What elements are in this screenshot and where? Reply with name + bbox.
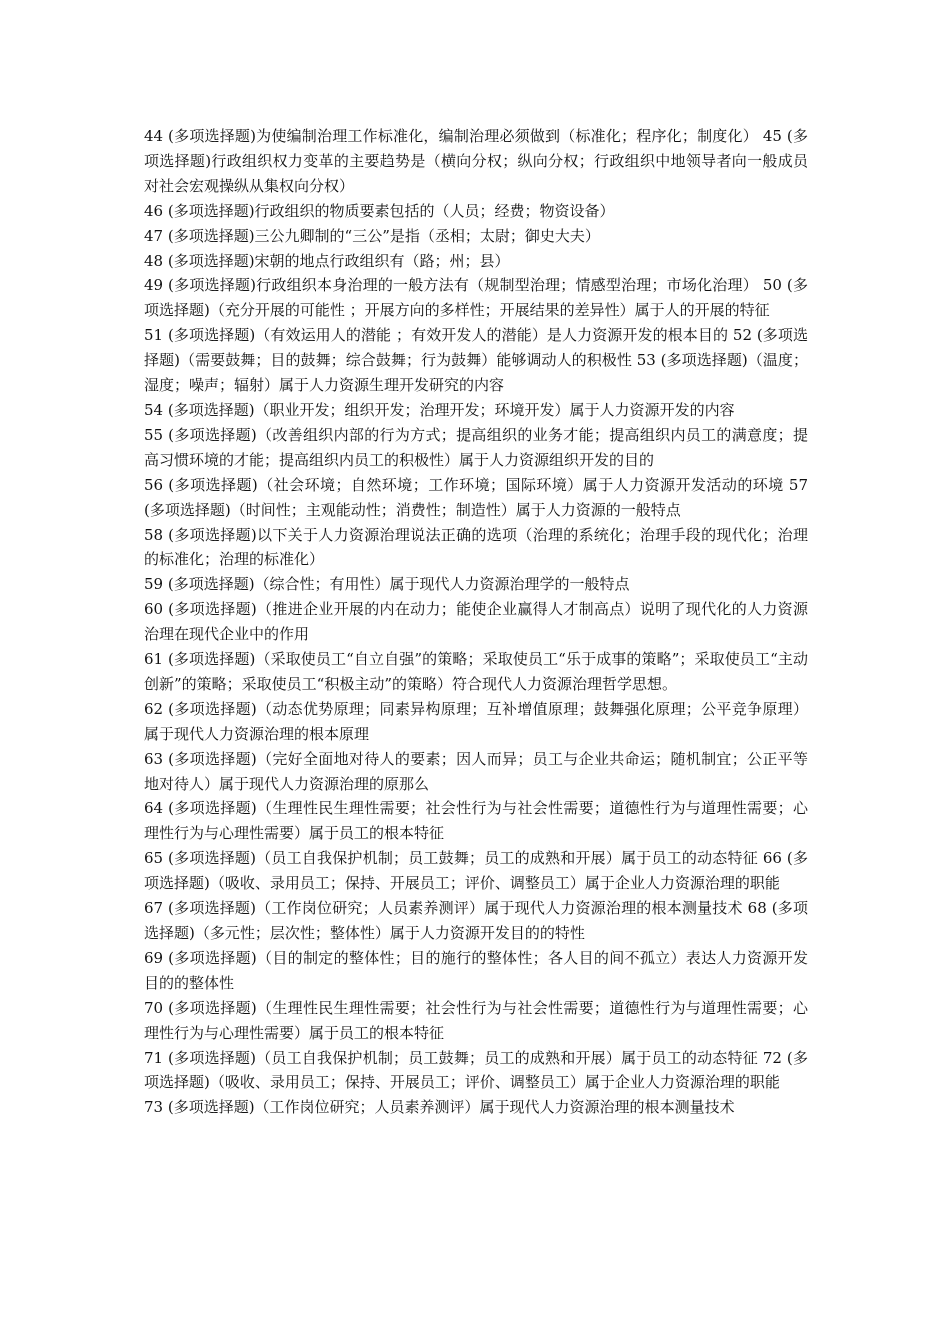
paragraph-q73: 73 (多项选择题)（工作岗位研究；人员素养测评）属于现代人力资源治理的根本测量技术	[144, 1098, 735, 1117]
paragraph-q60: 60 (多项选择题)（推进企业开展的内在动力；能使企业赢得人才制高点）说明了现代化的人力资源治理在现代企业中的作用	[144, 600, 808, 644]
paragraph-q49-50: 49 (多项选择题)行政组织本身治理的一般方法有（规制型治理；情感型治理；市场化治理） 50 (多项选择题)（充分开展的可能性 ；开展方向的多样性；开展结果的差异性）属于人的开展的特征	[144, 276, 808, 320]
paragraph-q67-68: 67 (多项选择题)（工作岗位研究；人员素养测评）属于现代人力资源治理的根本测量技术 68 (多项选择题)（多元性；层次性；整体性）属于人力资源开发目的的特性	[144, 899, 808, 942]
paragraph-q62: 62 (多项选择题)（动态优势原理；同素异构原理；互补增值原理；鼓舞强化原理；公平竞争原理）属于现代人力资源治理的根本原理	[144, 699, 808, 743]
paragraph-q70: 70 (多项选择题)（生理性民生理性需要；社会性行为与社会性需要；道德性行为与道理性需要；心理性行为与心理性需要）属于员工的根本特征	[144, 998, 808, 1042]
paragraph-q48: 48 (多项选择题)宋朝的地点行政组织有（路；州；县）	[144, 251, 510, 270]
paragraph-q59: 59 (多项选择题)（综合性；有用性）属于现代人力资源治理学的一般特点	[144, 575, 630, 594]
paragraph-q46: 46 (多项选择题)行政组织的物质要素包括的（人员；经费；物资设备）	[144, 201, 615, 220]
paragraph-q61: 61 (多项选择题)（采取使员工“自立自强”的策略；采取使员工“乐于成事的策略”；采取使员工“主动创新”的策略；采取使员工“积极主动”的策略）符合现代人力资源治理哲学思想。	[144, 650, 808, 693]
paragraph-q47: 47 (多项选择题)三公九卿制的“三公”是指（丞相；太尉；御史大夫）	[144, 226, 600, 245]
paragraph-q64: 64 (多项选择题)（生理性民生理性需要；社会性行为与社会性需要；道德性行为与道理性需要；心理性行为与心理性需要）属于员工的根本特征	[144, 799, 808, 843]
paragraph-q65-66: 65 (多项选择题)（员工自我保护机制；员工鼓舞；员工的成熟和开展）属于员工的动态特征 66 (多项选择题)（吸收、录用员工；保持、开展员工；评价、调整员工）属于企业人力资源治理的职能	[144, 849, 808, 893]
paragraph-q44-45: 44 (多项选择题)为使编制治理工作标准化，编制治理必须做到（标准化；程序化；制度化） 45 (多项选择题)行政组织权力变革的主要趋势是（横向分权；纵向分权；行政组织中地领导者向一般成员对社会宏观操纵从集权向分权）	[144, 127, 808, 195]
paragraph-q69: 69 (多项选择题)（目的制定的整体性；目的施行的整体性；各人目的间不孤立）表达人力资源开发目的的整体性	[144, 948, 808, 992]
document-body	[144, 124, 808, 1120]
paragraph-q63: 63 (多项选择题)（完好全面地对待人的要素；因人而异；员工与企业共命运；随机制宜；公正平等地对待人）属于现代人力资源治理的原那么	[144, 749, 808, 793]
paragraph-q51-53: 51 (多项选择题)（有效运用人的潜能 ；有效开发人的潜能）是人力资源开发的根本目的 52 (多项选择题)（需要鼓舞；目的鼓舞；综合鼓舞；行为鼓舞）能够调动人的积极性 53 (多项选择题)（温度；湿度；噪声；辐射）属于人力资源生理开发研究的内容	[144, 326, 808, 395]
paragraph-q54: 54 (多项选择题)（职业开发；组织开发；治理开发；环境开发）属于人力资源开发的内容	[144, 400, 735, 419]
paragraph-q58: 58 (多项选择题)以下关于人力资源治理说法正确的选项（治理的系统化；治理手段的现代化；治理的标准化；治理的标准化）	[144, 525, 808, 569]
paragraph-q71-72: 71 (多项选择题)（员工自我保护机制；员工鼓舞；员工的成熟和开展）属于员工的动态特征 72 (多项选择题)（吸收、录用员工；保持、开展员工；评价、调整员工）属于企业人力资源治理的职能	[144, 1048, 808, 1092]
paragraph-q56-57: 56 (多项选择题)（社会环境；自然环境；工作环境；国际环境）属于人力资源开发活动的环境 57 (多项选择题)（时间性；主观能动性；消费性；制造性）属于人力资源的一般特点	[144, 475, 808, 519]
paragraph-q55: 55 (多项选择题)（改善组织内部的行为方式；提高组织的业务才能；提高组织内员工的满意度；提高习惯环境的才能；提高组织内员工的积极性）属于人力资源组织开发的目的	[144, 425, 808, 469]
